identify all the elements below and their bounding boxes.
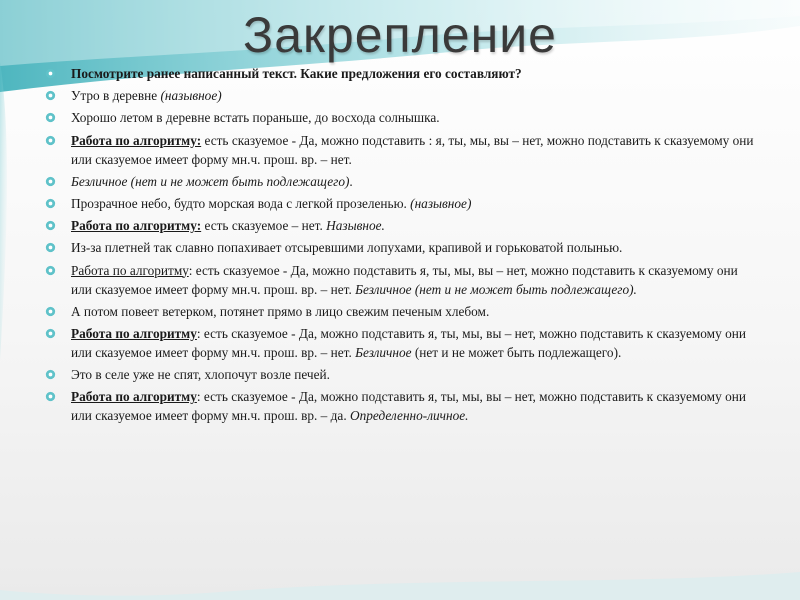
item-text: А потом повеет ветерком, потянет прямо в лицо свежим печеным хлебом.	[71, 303, 490, 319]
slide-title: Закрепление	[243, 7, 557, 63]
item-label: (назывное)	[410, 195, 472, 211]
bullet-icon	[44, 197, 57, 210]
list-item	[44, 216, 760, 235]
algorithm-label: Работа по алгоритму	[71, 389, 197, 405]
list-item	[44, 324, 760, 362]
bullet-icon	[44, 134, 57, 147]
item-text: Утро в деревне	[71, 88, 161, 104]
list-item	[44, 172, 760, 191]
item-label: Безличное (нет и не может быть подлежащего).	[355, 281, 637, 297]
item-text-tail: (нет и не может быть подлежащего).	[411, 344, 622, 360]
algorithm-label: Работа по алгоритму:	[71, 218, 202, 234]
list-item	[44, 194, 760, 213]
item-label: Назывное.	[326, 218, 385, 234]
item-text: есть сказуемое - Да, можно подставить : я, ты, мы, вы – нет, можно подставить к сказуемому они или сказуемое имеет форму мн.ч. прош. вр. – нет.	[71, 132, 754, 167]
list-item	[44, 131, 760, 169]
wave-bottom	[0, 572, 800, 600]
item-text: Хорошо летом в деревне встать пораньше, до восхода солнышка.	[71, 110, 440, 126]
item-label: Определенно-личное.	[349, 408, 469, 424]
bullet-icon	[44, 327, 57, 340]
list-item	[44, 64, 760, 83]
bullet-icon	[44, 219, 57, 232]
list-item	[44, 86, 760, 105]
item-text: .	[349, 173, 353, 189]
item-label: (назывное)	[160, 88, 222, 104]
item-text: Из-за плетней так славно попахивает отсыревшими лопухами, крапивой и горьковатой полынью.	[71, 240, 623, 256]
item-text: : есть сказуемое - Да, можно подставить я, ты, мы, вы – нет, можно подставить к сказуемому они или сказуемое имеет форму мн.ч. прош. вр. – нет.	[71, 262, 738, 297]
list-item	[44, 238, 760, 257]
item-label: Безличное	[355, 344, 412, 360]
item-text: Это в селе уже не спят, хлопочут возле печей.	[71, 367, 330, 383]
algorithm-label: Работа по алгоритму	[71, 325, 197, 341]
list-item	[44, 108, 760, 127]
bullet-list	[44, 64, 760, 428]
list-item	[44, 387, 760, 425]
list-item	[44, 302, 760, 321]
bullet-icon	[44, 305, 57, 318]
item-text: есть сказуемое – нет.	[201, 218, 327, 234]
algorithm-label: Работа по алгоритму	[71, 262, 189, 278]
item-text: : есть сказуемое - Да, можно подставить я, ты, мы, вы – нет, можно подставить к сказуемому они или сказуемое имеет форму мн.ч. прош. вр. – нет.	[71, 325, 746, 360]
bullet-icon	[44, 111, 57, 124]
bullet-icon	[44, 175, 57, 188]
item-text: : есть сказуемое - Да, можно подставить я, ты, мы, вы – нет, можно подставить к сказуемому они или сказуемое имеет форму мн.ч. прош. вр. – да.	[71, 389, 746, 424]
item-label: Безличное (нет и не может быть подлежащего)	[71, 173, 350, 189]
bullet-icon	[44, 89, 57, 102]
algorithm-label: Работа по алгоритму:	[71, 132, 202, 148]
list-item	[44, 365, 760, 384]
item-text: Прозрачное небо, будто морская вода с легкой прозеленью.	[71, 195, 411, 211]
bullet-icon	[44, 264, 57, 277]
item-text: Посмотрите ранее написанный текст. Какие предложения его составляют?	[71, 66, 522, 81]
bullet-icon	[44, 67, 57, 80]
wave-left-edge	[0, 62, 7, 360]
bullet-icon	[44, 241, 57, 254]
bullet-icon	[44, 390, 57, 403]
list-item	[44, 261, 760, 299]
bullet-icon	[44, 368, 57, 381]
